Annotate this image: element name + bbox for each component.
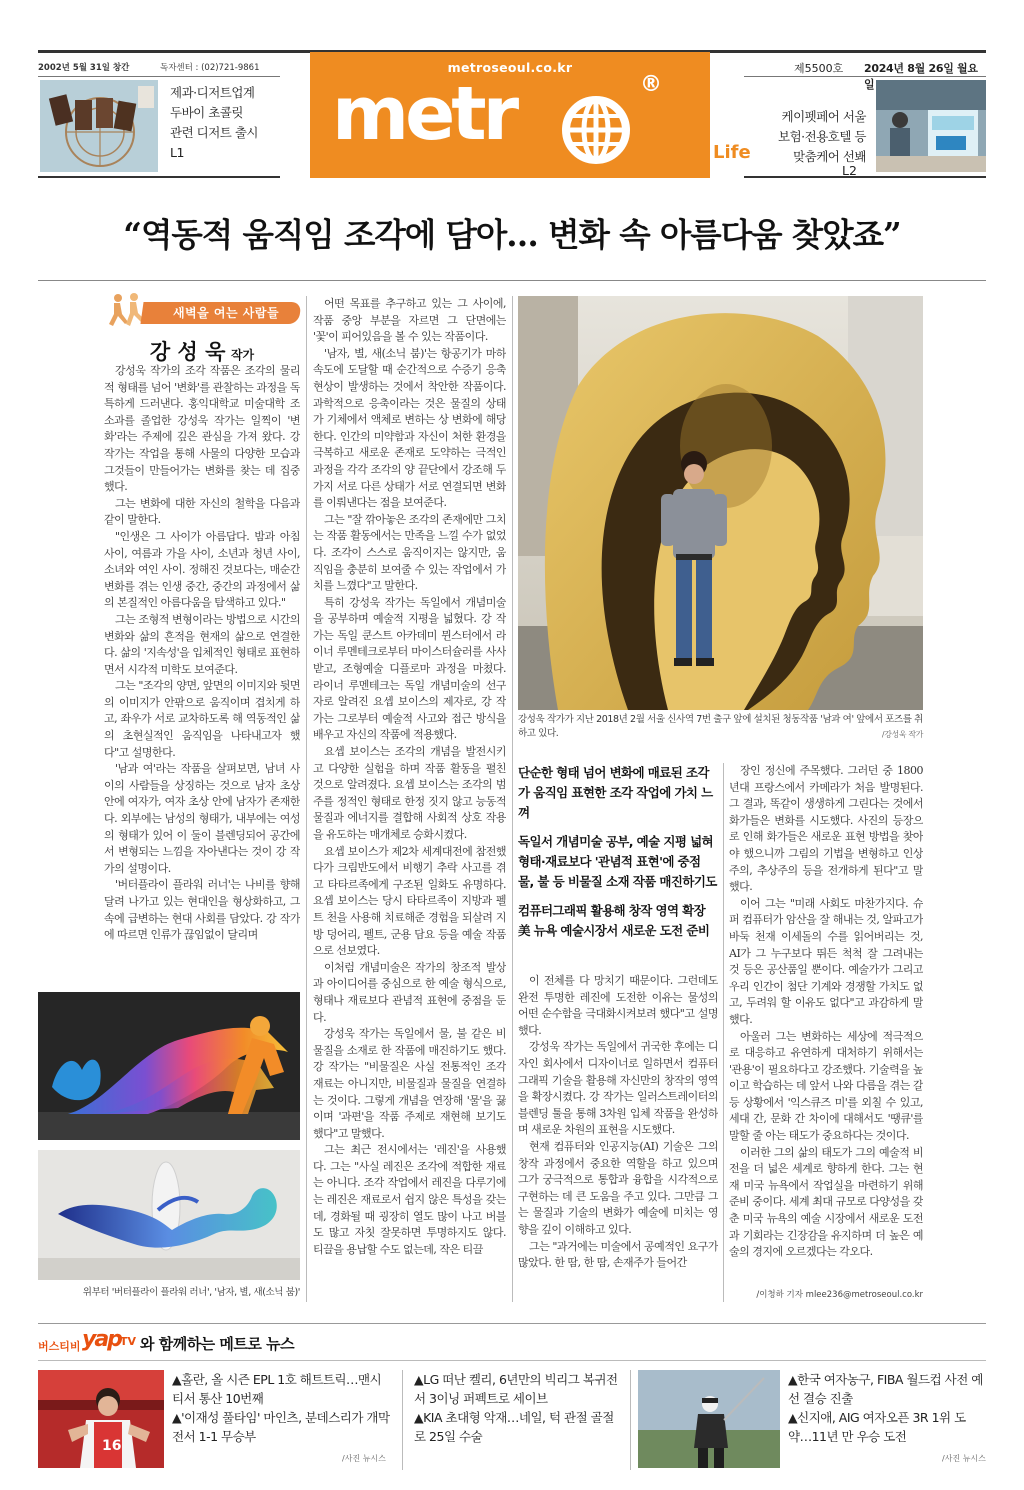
svg-text:16: 16 <box>102 1438 122 1454</box>
photo-credit: /사진 뉴시스 <box>342 1454 386 1463</box>
masthead-rule-left-bottom <box>38 176 280 178</box>
news-headline[interactable]: ▲홀란, 올 시즌 EPL 1호 해트트릭…맨시티서 통산 10번째 <box>172 1372 382 1406</box>
article-paragraph: 강성욱 작가는 독일에서 귀국한 후에는 디자인 회사에서 디자이너로 일하면서 컴퓨터 그래픽 기술을 활용해 자신만의 창작의 영역을 확장시켰다. 강 작가는 일러스트레이터의 블렌딩 툴을 통해 3차원 입체 작품을 완성하며 새로운 차원의 표현을 시도했다. <box>518 1040 718 1137</box>
issue-date: 2024년 8월 26일 월요일 <box>864 62 978 91</box>
teaser-left-line: 관련 디저트 출시 <box>170 125 258 140</box>
teaser-right-line: 케이펫페어 서울 <box>781 109 866 124</box>
issue-number: 제5500호 <box>794 62 844 75</box>
subhead: 독일서 개념미술 공부, 예술 지평 넓혀 형태·재료보다 '관념적 표현'에 중점 물, 불 등 비물질 소재 작품 매진하기도 <box>518 834 717 889</box>
globe-icon <box>558 92 634 168</box>
registered-mark: ® <box>640 72 662 97</box>
article-paragraph: "인생은 그 사이가 아름답다. 밤과 아침 사이, 여름과 가을 사이, 소년과 청년 사이, 소녀와 여인 사이. 정해진 것보다는, 매순간 변화를 겪는 인생 중간, 중간의 과정에서 삶의 본질적인 아름다움을 탐색하고 있다." <box>104 529 300 610</box>
article-paragraph: 이어 그는 "미래 사회도 마찬가지다. 슈퍼 컴퓨터가 암산을 잘 해내는 것, 알파고가 바둑 천재 이세돌의 수를 읽어버리는 것, AI가 그 누구보다 뛰든 척척 잘 그려내는 것 등은 공산품일 뿐이다. 예술가가 그리고 우리 인간이 첨단 기계와 경쟁할 가치도 없고, 두려워 할 이유도 없다"고 과감하게 말했다. <box>729 896 923 1026</box>
teaser-left-text[interactable] <box>170 83 280 163</box>
artwork-caption: 위부터 '버터플라이 플라워 러너', '남자, 별, 새(소닉 붐)' <box>82 1287 300 1298</box>
column-divider <box>512 296 513 1302</box>
teaser-left-line: 두바이 초콜릿 <box>170 105 243 120</box>
series-badge <box>104 292 300 332</box>
subhead: 단순한 형태 넘어 변화에 매료된 조각가 움직임 표현한 조각 작업에 가치 느껴 <box>518 765 713 820</box>
teaser-right-line: 맞춤케어 선봬 <box>793 149 866 164</box>
article-column-4 <box>729 763 923 1285</box>
news-strip-rule-top <box>38 1323 986 1324</box>
news-headline[interactable]: ▲신지애, AIG 여자오픈 3R 1위 도약…11년 만 우승 도전 <box>788 1410 966 1444</box>
article-paragraph: 특히 강성욱 작가는 독일에서 개념미술을 공부하며 예술적 지평을 넓혔다. 강 작가는 독일 쿤스트 아카데미 뮌스터에서 라이너 루멘테크로부터 마이스터슐러를 사사받고, 조형예술 디플로마 과정을 마쳤다. 라이너 루멘테크는 독일 개념미술의 선구자로 알려진 요셉 보이스의 제자로, 강 작가는 그로부터 예술적 사고와 접근 방식을 배우고 자신의 작품에 적용했다. <box>313 595 506 742</box>
reader-center: 독자센터 : (02)721-9861 <box>160 63 260 73</box>
article-column-1 <box>104 363 300 980</box>
article-paragraph: '버터플라이 플라워 러너'는 나비를 향해 달려 나가고 있는 현대인을 형상화하고, 그 속에 급변하는 현대 사회를 담았다. 강 작가에 따르면 인류가 끊임없이 달리며 <box>104 878 300 942</box>
teaser-right-line: 보험·전용호텔 등 <box>778 129 866 144</box>
article-paragraph: 강성욱 작가는 독일에서 물, 불 같은 비물질을 소재로 한 작품에 매진하기도 했다. 강 작가는 "비물질은 사실 전통적인 조각 재료는 아니지만, 비물질과 물질을 연결하는 것이다. 그렇게 개념을 연장해 '물'을 끓이며 '과편'을 작품 주제로 재현해 보기도 했다"고 말했다. <box>313 1027 506 1140</box>
teaser-left-line: 제과·디저트업계 <box>170 85 255 100</box>
news-headline[interactable]: ▲KIA 초대형 악재…네일, 턱 관절 골절로 25일 수술 <box>414 1410 614 1444</box>
news-strip-header <box>38 1328 538 1358</box>
main-photo-caption <box>518 713 923 742</box>
article-paragraph: 장인 정신에 주목했다. 그러던 중 1800년대 프랑스에서 카메라가 처음 발명된다. 그 결과, 똑같이 생생하게 그린다는 것에서 화가들은 변화를 시도했다. 사진의 등장으로 인해 화가들은 새로운 표현 방법을 찾아야 했으니까 그림의 기법을 변형하고 인상주의, 추상주의 등을 전개하게 된다"고 말했다. <box>729 764 923 894</box>
headline-rule <box>38 280 986 281</box>
article-paragraph: 요셉 보이스가 제2차 세계대전에 참전했다가 크림반도에서 비행기 추락 사고를 겪고 타타르족에게 구조된 일화도 유명하다. 요셉 보이스는 당시 타타르족이 지방과 펠트 천을 사용해 치료해준 경험을 되살려 지방 덩어리, 펠트, 군용 담요 등을 예술 작품으로 선보였다. <box>313 844 506 958</box>
article-column-2 <box>313 296 506 1302</box>
article-paragraph: 그는 변화에 대한 자신의 철학을 다음과 같이 말한다. <box>104 496 300 527</box>
article-paragraph: 강성욱 작가의 조각 작품은 조각의 물리적 형태를 넘어 '변화'를 관찰하는 과정을 독특하게 드러낸다. 홍익대학교 미술대학 조소과를 졸업한 강성욱 작가는 일찍이 '변화'라는 주제에 깊은 관심을 가져 왔다. 강 작가는 작업을 통해 사물의 다양한 모습과 그것들이 만들어가는 변화를 찾는 데 집중했다. <box>104 364 300 494</box>
news-strip-rule <box>38 1360 986 1361</box>
teaser-left-image[interactable] <box>40 80 158 172</box>
article-paragraph: 요셉 보이스는 조각의 개념을 발전시키고 다양한 실험을 하며 작품 활동을 펼친 것으로 알려졌다. 요셉 보이스는 조각의 범주를 정적인 형태로 한정 짓지 않고 능동적 물질과 에너지를 결합해 사회적 상호 작용을 유도하는 매개체로 승화시켰다. <box>313 745 506 841</box>
subheads-block <box>518 763 718 941</box>
news-headline[interactable]: ▲LG 떠난 켈리, 6년만의 빅리그 복귀전서 3이닝 퍼펙트로 세이브 <box>414 1372 618 1406</box>
founded-date: 2002년 5월 31일 창간 <box>38 63 130 73</box>
news-list-right <box>788 1370 986 1446</box>
teaser-right-image[interactable] <box>876 80 986 172</box>
news-list-middle <box>414 1370 624 1446</box>
news-photo-soccer[interactable] <box>38 1370 164 1468</box>
subhead: 컴퓨터그래픽 활용해 창작 영역 확장 美 뉴욕 예술시장서 새로운 도전 준비 <box>518 903 710 938</box>
article-column-3 <box>518 973 718 1302</box>
article-paragraph: 이러한 그의 삶의 태도가 그의 예술적 비전을 더 넓은 세계로 향하게 한다. 그는 현재 미국 뉴욕에서 작업실을 마련하기 위해 준비 중이다. 세계 최대 규모로 다양성을 갖춘 미국 뉴욕의 예술 시장에서 새로운 도전과 기회라는 긴장감을 유지하며 더 높은 예술의 경지에 오르겠다는 각오다. <box>729 1145 923 1259</box>
artwork-photo-man-star-bird[interactable] <box>38 1150 300 1280</box>
brand-prefix: 버스티비 <box>38 1340 81 1353</box>
subject-name <box>104 336 300 366</box>
photo-credit: /사진 뉴시스 <box>942 1454 986 1463</box>
news-list-left <box>172 1370 390 1446</box>
article-paragraph: 어떤 목표를 추구하고 있는 그 사이에, 작품 중앙 부분을 자르면 그 단면에는 '꽃'이 피어있음을 볼 수 있는 작품이다. <box>313 297 506 344</box>
subject-name-text: 강 성 욱 <box>149 339 226 364</box>
masthead-rule-right-bottom <box>744 176 986 178</box>
teaser-left-page: L1 <box>170 145 184 160</box>
teaser-right-text[interactable] <box>754 107 866 167</box>
logo-block[interactable] <box>310 52 710 178</box>
byline: /이청하 기자 mlee236@metroseoul.co.kr <box>756 1290 923 1300</box>
news-headline[interactable]: ▲'이재성 풀타임' 마인츠, 분데스리가 개막전서 1-1 무승부 <box>172 1410 390 1444</box>
artwork-photo-butterfly-runner[interactable] <box>38 992 300 1140</box>
article-paragraph: 이 전체를 다 망치기 때문이다. 그런데도 완전 투명한 레진에 도전한 이유는 물성의 어떤 순수함을 극대화시켜보려 했다"고 설명했다. <box>518 974 718 1037</box>
article-paragraph: 현재 컴퓨터와 인공지능(AI) 기술은 그의 창작 과정에서 중요한 역할을 하고 있으며 그가 궁극적으로 통합과 융합을 시각적으로 구현하는 데 큰 도움을 주고 있다. 그만큼 그는 물질과 기술의 변화가 예술에 미치는 영향을 깊이 이해하고 있다. <box>518 1139 718 1236</box>
article-paragraph: '남과 여'라는 작품을 살펴보면, 남녀 사이의 사람들을 상징하는 것으로 남자 초상 안에 여자가, 여자 초상 안에 남자가 존재한다. 외부에는 남성의 형태가, 내부에는 여성의 형태가 있어 이 둘이 블렌딩되어 공간에서 변형되는 느낌을 자아낸다는 것이 강 작가의 설명이다. <box>104 762 300 875</box>
news-divider <box>402 1370 403 1470</box>
yap-logo: yap <box>82 1327 121 1352</box>
brand-tv: TV <box>120 1335 137 1348</box>
article-paragraph: 그는 "과거에는 미술에서 공예적인 요구가 많았다. 한 땀, 한 땀, 손재주가 들어간 <box>518 1239 718 1270</box>
subject-title-text: 작가 <box>230 348 255 362</box>
news-photo-golf[interactable] <box>638 1370 780 1468</box>
photo-credit: /강성욱 작가 <box>881 730 923 739</box>
column-divider <box>306 296 307 1302</box>
column-divider <box>723 763 724 1302</box>
article-paragraph: 그는 "잘 깎아놓은 조각의 존재에만 그치는 작품 활동에서는 만족을 느낄 수가 없었다. 조각이 스스로 움직이지는 않지만, 움직임을 충분히 보여줄 수 있는 작업에서 가치를 느꼈다"고 말한다. <box>313 512 506 593</box>
news-headline[interactable]: ▲한국 여자농구, FIBA 월드컵 사전 예선 결승 진출 <box>788 1372 983 1406</box>
section-label: Life <box>713 142 751 163</box>
article-paragraph: 그는 조형적 변형이라는 방법으로 시간의 변화와 삶의 흔적을 현재의 삶으로 연결한다. 삶의 '지속성'을 입체적인 형태로 표현하면서 시각적 미학도 보여준다. <box>104 612 300 676</box>
teaser-right-page: L2 <box>842 163 857 178</box>
main-photo[interactable] <box>518 296 923 710</box>
article-paragraph: 그는 "조각의 양면, 앞면의 이미지와 뒷면의 이미지가 안팎으로 움직이며 겹치게 하고, 좌우가 서로 교차하도록 해 역동적인 삶의 초현실적인 움직임을 나타내고자 했다"고 설명한다. <box>104 679 300 759</box>
news-divider <box>630 1370 631 1470</box>
article-paragraph: 아울러 그는 변화하는 세상에 적극적으로 대응하고 유연하게 대처하기 위해서는 '관용'이 필요하다고 강조했다. 기술력을 높이고 학습하는 데 앞서 나와 다름을 겪는 갈등 상황에서 '익스큐즈 미'를 외칠 수 있고, 세대 간, 문화 간 차이에 대해서도 '땡큐'를 말할 줄 아는 태도가 중요하다는 것이다. <box>729 1029 923 1143</box>
masthead-rule-left <box>38 76 280 77</box>
headline[interactable]: “역동적 움직임 조각에 담아… 변화 속 아름다움 찾았죠” <box>123 215 901 254</box>
news-strip-title: 와 함께하는 메트로 뉴스 <box>140 1335 295 1353</box>
article-paragraph: 이처럼 개념미술은 작가의 창조적 발상과 아이디어를 중심으로 한 예술 형식으로, 형태나 재료보다 관념적 표현에 중점을 둔다. <box>313 960 506 1024</box>
article-paragraph: '남자, 별, 새(소닉 붐)'는 항공기가 마하 속도에 도달할 때 순간적으로 수증기 응축 현상이 발생하는 것에서 착안한 작품이다. 과학적으로 응축이라는 것은 물질의 상태가 기체에서 액체로 변하는 상 변화에 해당한다. 인간의 미약함과 자신이 처한 환경을 극복하고 새로운 존재로 도약하는 극적인 과정을 각각 조각의 양 끝단에서 강조해 두 가지 서로 다른 상태가 서로 연결되면 변화를 이뤄낸다는 점을 보여준다. <box>313 346 506 510</box>
caption-text: 강성욱 작가가 지난 2018년 2월 서울 신사역 7번 출구 앞에 설치된 청동작품 '남과 여' 앞에서 포즈를 취하고 있다. <box>518 714 923 739</box>
site-url[interactable]: metroseoul.co.kr <box>447 60 573 75</box>
masthead <box>38 50 986 178</box>
masthead-rule-right <box>744 76 986 77</box>
series-label: 새벽을 여는 사람들 <box>172 306 280 320</box>
logo-wordmark: metr <box>332 71 516 157</box>
article-paragraph: 그는 최근 전시에서는 '레진'을 사용했다. 그는 "사실 레진은 조각에 적합한 재료는 아니다. 조각 작업에서 레진을 다루기에는 레진은 재료로서 쉽지 않은 특성을 갖는데, 경화될 때 굉장히 열도 많이 나고 버블도 많고 자칫 잘못하면 투명하지도 않다. 티끌을 용납할 수도 없는데, 작은 티끌 <box>313 1143 506 1256</box>
